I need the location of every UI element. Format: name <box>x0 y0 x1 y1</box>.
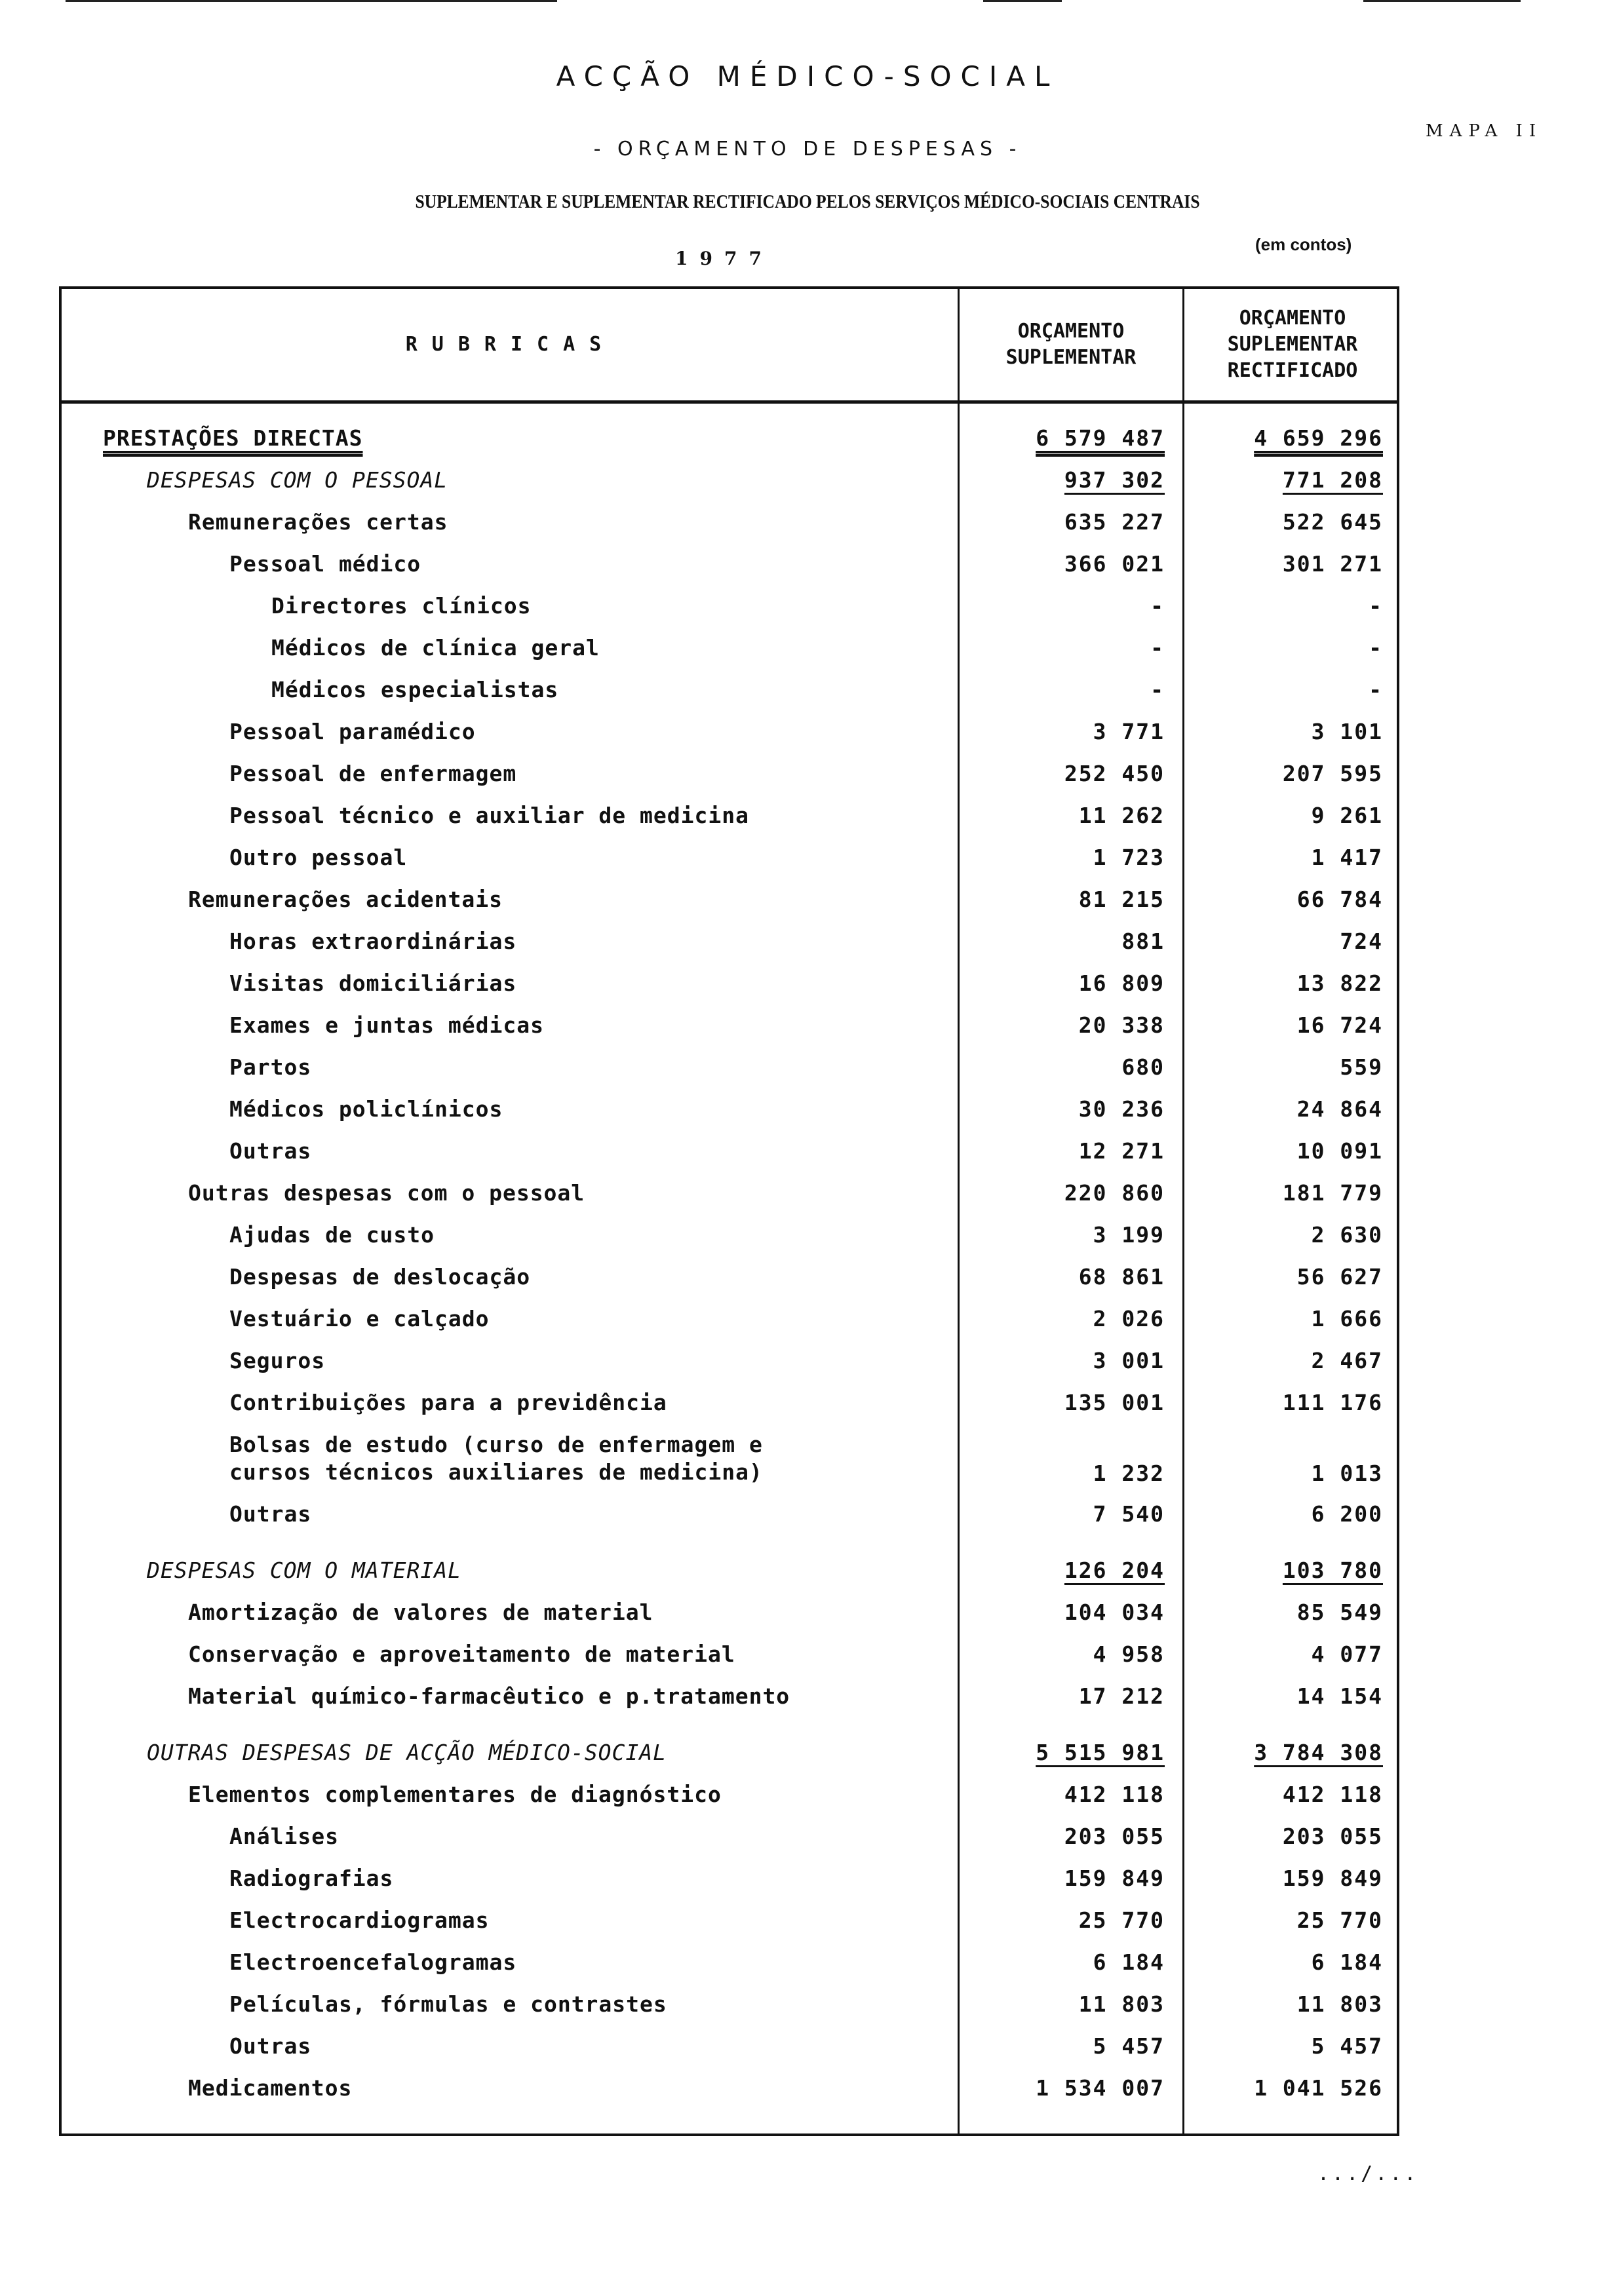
value-orcamento-suplementar: 6 184 <box>1093 1949 1165 1975</box>
table-row <box>59 797 1399 839</box>
value-orcamento-rectificado: 207 595 <box>1282 761 1383 786</box>
value-orcamento-suplementar: - <box>1150 635 1165 660</box>
table-row <box>59 2027 1399 2069</box>
document-description: SUPLEMENTAR E SUPLEMENTAR RECTIFICADO PELOS SERVIÇOS MÉDICO-SOCIAIS CENTRAIS <box>415 191 1200 212</box>
value-orcamento-suplementar: - <box>1150 593 1165 619</box>
value-orcamento-rectificado: 3 101 <box>1311 719 1383 744</box>
value-orcamento-suplementar: 159 849 <box>1064 1866 1165 1891</box>
value-orcamento-suplementar: 11 803 <box>1078 1991 1165 2017</box>
row-label: DESPESAS COM O MATERIAL <box>147 1558 461 1583</box>
value-orcamento-rectificado: 181 779 <box>1282 1180 1383 1206</box>
table-row <box>59 1258 1399 1300</box>
table-row <box>59 1006 1399 1048</box>
row-label: OUTRAS DESPESAS DE ACÇÃO MÉDICO-SOCIAL <box>147 1740 667 1765</box>
row-label: Outras <box>229 2033 312 2059</box>
value-orcamento-suplementar: 680 <box>1121 1054 1165 1080</box>
row-label: Radiografias <box>229 1866 394 1891</box>
row-label: Remunerações acidentais <box>188 887 503 912</box>
value-orcamento-suplementar: 635 227 <box>1064 509 1165 535</box>
value-orcamento-suplementar: 1 232 <box>1093 1461 1165 1486</box>
row-label: Outras despesas com o pessoal <box>188 1180 585 1206</box>
table-row <box>59 1818 1399 1860</box>
value-orcamento-rectificado: 13 822 <box>1296 970 1383 996</box>
row-label: Bolsas de estudo (curso de enfermagem e cursos técnicos auxiliares de medicina) <box>229 1432 763 1485</box>
value-orcamento-suplementar: 25 770 <box>1078 1907 1165 1933</box>
value-orcamento-rectificado: - <box>1369 593 1383 619</box>
table-row <box>59 419 1399 461</box>
value-orcamento-rectificado: 2 630 <box>1311 1222 1383 1248</box>
value-orcamento-rectificado: 25 770 <box>1296 1907 1383 1933</box>
value-orcamento-rectificado: 4 659 296 <box>1254 425 1383 451</box>
value-orcamento-suplementar: 3 199 <box>1093 1222 1165 1248</box>
row-label: Conservação e aproveitamento de material <box>188 1641 735 1667</box>
value-orcamento-rectificado: 6 200 <box>1311 1501 1383 1527</box>
value-orcamento-suplementar: 3 771 <box>1093 719 1165 744</box>
value-orcamento-suplementar: 412 118 <box>1064 1782 1165 1807</box>
document-title: ACÇÃO MÉDICO-SOCIAL <box>556 60 1059 92</box>
value-orcamento-rectificado: 66 784 <box>1296 887 1383 912</box>
value-orcamento-rectificado: 522 645 <box>1282 509 1383 535</box>
row-label: Películas, fórmulas e contrastes <box>229 1991 667 2017</box>
table-row <box>59 1636 1399 1677</box>
table-row <box>59 1174 1399 1216</box>
table-row <box>59 1216 1399 1258</box>
row-label: Pessoal técnico e auxiliar de medicina <box>229 803 749 828</box>
value-orcamento-rectificado: 16 724 <box>1296 1012 1383 1038</box>
map-label: MAPA II <box>1426 121 1543 141</box>
table-row <box>59 1132 1399 1174</box>
value-orcamento-suplementar: 252 450 <box>1064 761 1165 786</box>
value-orcamento-suplementar: 5 457 <box>1093 2033 1165 2059</box>
table-row <box>59 1384 1399 1426</box>
row-label: Outras <box>229 1138 312 1164</box>
value-orcamento-suplementar: 17 212 <box>1078 1683 1165 1709</box>
table-row <box>59 2069 1399 2111</box>
table-row <box>59 1943 1399 1985</box>
value-orcamento-suplementar: 203 055 <box>1064 1824 1165 1849</box>
value-orcamento-rectificado: - <box>1369 677 1383 702</box>
value-orcamento-suplementar: 30 236 <box>1078 1096 1165 1122</box>
scan-edge-line <box>983 0 1062 2</box>
value-orcamento-suplementar: 937 302 <box>1064 467 1165 493</box>
row-label: Partos <box>229 1054 312 1080</box>
value-orcamento-suplementar: 135 001 <box>1064 1390 1165 1415</box>
row-label: Despesas de deslocação <box>229 1264 531 1290</box>
row-label: Directores clínicos <box>271 593 532 619</box>
table-row <box>59 1300 1399 1342</box>
value-orcamento-rectificado: 724 <box>1340 928 1383 954</box>
value-orcamento-rectificado: 85 549 <box>1296 1599 1383 1625</box>
value-orcamento-suplementar: 881 <box>1121 928 1165 954</box>
value-orcamento-rectificado: 559 <box>1340 1054 1383 1080</box>
row-label: PRESTAÇÕES DIRECTAS <box>103 425 363 451</box>
column-header-text: ORÇAMENTO SUPLEMENTAR <box>1005 320 1137 369</box>
value-orcamento-rectificado: 301 271 <box>1282 551 1383 577</box>
value-orcamento-rectificado: 2 467 <box>1311 1348 1383 1373</box>
value-orcamento-suplementar: 6 579 487 <box>1036 425 1165 451</box>
continuation-mark: .../... <box>1317 2162 1419 2185</box>
table-row <box>59 503 1399 545</box>
row-label: Electroencefalogramas <box>229 1949 517 1975</box>
row-label: Medicamentos <box>188 2075 353 2101</box>
value-orcamento-rectificado: 24 864 <box>1296 1096 1383 1122</box>
row-label: Médicos de clínica geral <box>271 635 600 660</box>
value-orcamento-suplementar: 4 958 <box>1093 1641 1165 1667</box>
value-orcamento-rectificado: 9 261 <box>1311 803 1383 828</box>
table-row <box>59 1495 1399 1537</box>
scan-edge-line <box>1363 0 1521 2</box>
table-row <box>59 965 1399 1006</box>
value-orcamento-rectificado: 111 176 <box>1282 1390 1383 1415</box>
row-label: Visitas domiciliárias <box>229 970 517 996</box>
row-label: Electrocardiogramas <box>229 1907 490 1933</box>
table-row <box>59 629 1399 671</box>
value-orcamento-rectificado: 1 417 <box>1311 845 1383 870</box>
table-row <box>59 1985 1399 2027</box>
value-orcamento-suplementar: 7 540 <box>1093 1501 1165 1527</box>
table-row <box>59 1734 1399 1776</box>
scan-edge-line <box>66 0 557 2</box>
value-orcamento-rectificado: 4 077 <box>1311 1641 1383 1667</box>
value-orcamento-rectificado: 11 803 <box>1296 1991 1383 2017</box>
header-divider <box>62 400 1397 404</box>
table-row <box>59 1552 1399 1594</box>
value-orcamento-suplementar: 81 215 <box>1078 887 1165 912</box>
value-orcamento-rectificado: - <box>1369 635 1383 660</box>
column-header-orcamento-suplementar <box>960 289 1182 400</box>
value-orcamento-suplementar: - <box>1150 677 1165 702</box>
value-orcamento-rectificado: 1 013 <box>1311 1461 1383 1486</box>
table-row <box>59 1342 1399 1384</box>
table-row <box>59 713 1399 755</box>
table-row <box>59 1426 1399 1495</box>
row-label: Pessoal paramédico <box>229 719 476 744</box>
table-body <box>59 419 1399 2111</box>
value-orcamento-rectificado: 6 184 <box>1311 1949 1383 1975</box>
value-orcamento-rectificado: 56 627 <box>1296 1264 1383 1290</box>
row-label: Vestuário e calçado <box>229 1306 490 1331</box>
column-header-text: ORÇAMENTO SUPLEMENTAR RECTIFICADO <box>1227 307 1358 382</box>
table-row <box>59 1902 1399 1943</box>
table-row <box>59 1860 1399 1902</box>
table-row <box>59 545 1399 587</box>
value-orcamento-suplementar: 12 271 <box>1078 1138 1165 1164</box>
table-row <box>59 881 1399 923</box>
row-label: Médicos especialistas <box>271 677 559 702</box>
table-row <box>59 1090 1399 1132</box>
value-orcamento-suplementar: 11 262 <box>1078 803 1165 828</box>
row-label: Médicos policlínicos <box>229 1096 503 1122</box>
row-label: Outro pessoal <box>229 845 408 870</box>
row-label: Elementos complementares de diagnóstico <box>188 1782 722 1807</box>
row-label: Pessoal de enfermagem <box>229 761 517 786</box>
row-label: Ajudas de custo <box>229 1222 435 1248</box>
table-row <box>59 461 1399 503</box>
row-label: Seguros <box>229 1348 326 1373</box>
value-orcamento-suplementar: 16 809 <box>1078 970 1165 996</box>
value-orcamento-suplementar: 1 723 <box>1093 845 1165 870</box>
value-orcamento-suplementar: 126 204 <box>1064 1558 1165 1583</box>
units-note: (em contos) <box>1255 235 1352 254</box>
value-orcamento-rectificado: 412 118 <box>1282 1782 1383 1807</box>
value-orcamento-rectificado: 771 208 <box>1282 467 1383 493</box>
table-row <box>59 1677 1399 1719</box>
value-orcamento-suplementar: 20 338 <box>1078 1012 1165 1038</box>
table-row <box>59 671 1399 713</box>
row-label: Amortização de valores de material <box>188 1599 653 1625</box>
document-subtitle: - ORÇAMENTO DE DESPESAS - <box>593 138 1022 161</box>
table-row <box>59 587 1399 629</box>
value-orcamento-rectificado: 1 041 526 <box>1254 2075 1383 2101</box>
row-label: Exames e juntas médicas <box>229 1012 544 1038</box>
value-orcamento-suplementar: 366 021 <box>1064 551 1165 577</box>
document-year: 1977 <box>675 248 773 269</box>
value-orcamento-rectificado: 14 154 <box>1296 1683 1383 1709</box>
value-orcamento-suplementar: 220 860 <box>1064 1180 1165 1206</box>
value-orcamento-rectificado: 159 849 <box>1282 1866 1383 1891</box>
column-header-rubricas: RUBRICAS <box>405 333 616 356</box>
value-orcamento-rectificado: 10 091 <box>1296 1138 1383 1164</box>
value-orcamento-suplementar: 3 001 <box>1093 1348 1165 1373</box>
value-orcamento-suplementar: 68 861 <box>1078 1264 1165 1290</box>
table-row <box>59 1776 1399 1818</box>
value-orcamento-suplementar: 104 034 <box>1064 1599 1165 1625</box>
value-orcamento-rectificado: 203 055 <box>1282 1824 1383 1849</box>
row-label: Análises <box>229 1824 339 1849</box>
row-label: Horas extraordinárias <box>229 928 517 954</box>
table-row <box>59 839 1399 881</box>
value-orcamento-suplementar: 5 515 981 <box>1036 1740 1165 1765</box>
value-orcamento-rectificado: 3 784 308 <box>1254 1740 1383 1765</box>
row-label: Pessoal médico <box>229 551 421 577</box>
table-row <box>59 755 1399 797</box>
row-label: Remunerações certas <box>188 509 448 535</box>
value-orcamento-rectificado: 103 780 <box>1282 1558 1383 1583</box>
value-orcamento-suplementar: 1 534 007 <box>1036 2075 1165 2101</box>
table-row <box>59 923 1399 965</box>
row-label: Contribuições para a previdência <box>229 1390 667 1415</box>
value-orcamento-rectificado: 1 666 <box>1311 1306 1383 1331</box>
value-orcamento-rectificado: 5 457 <box>1311 2033 1383 2059</box>
row-label: Material químico-farmacêutico e p.tratamento <box>188 1683 790 1709</box>
table-row <box>59 1594 1399 1636</box>
row-label: DESPESAS COM O PESSOAL <box>147 467 448 493</box>
table-row <box>59 1048 1399 1090</box>
row-label: Outras <box>229 1501 312 1527</box>
column-header-orcamento-rectificado <box>1184 289 1401 400</box>
value-orcamento-suplementar: 2 026 <box>1093 1306 1165 1331</box>
